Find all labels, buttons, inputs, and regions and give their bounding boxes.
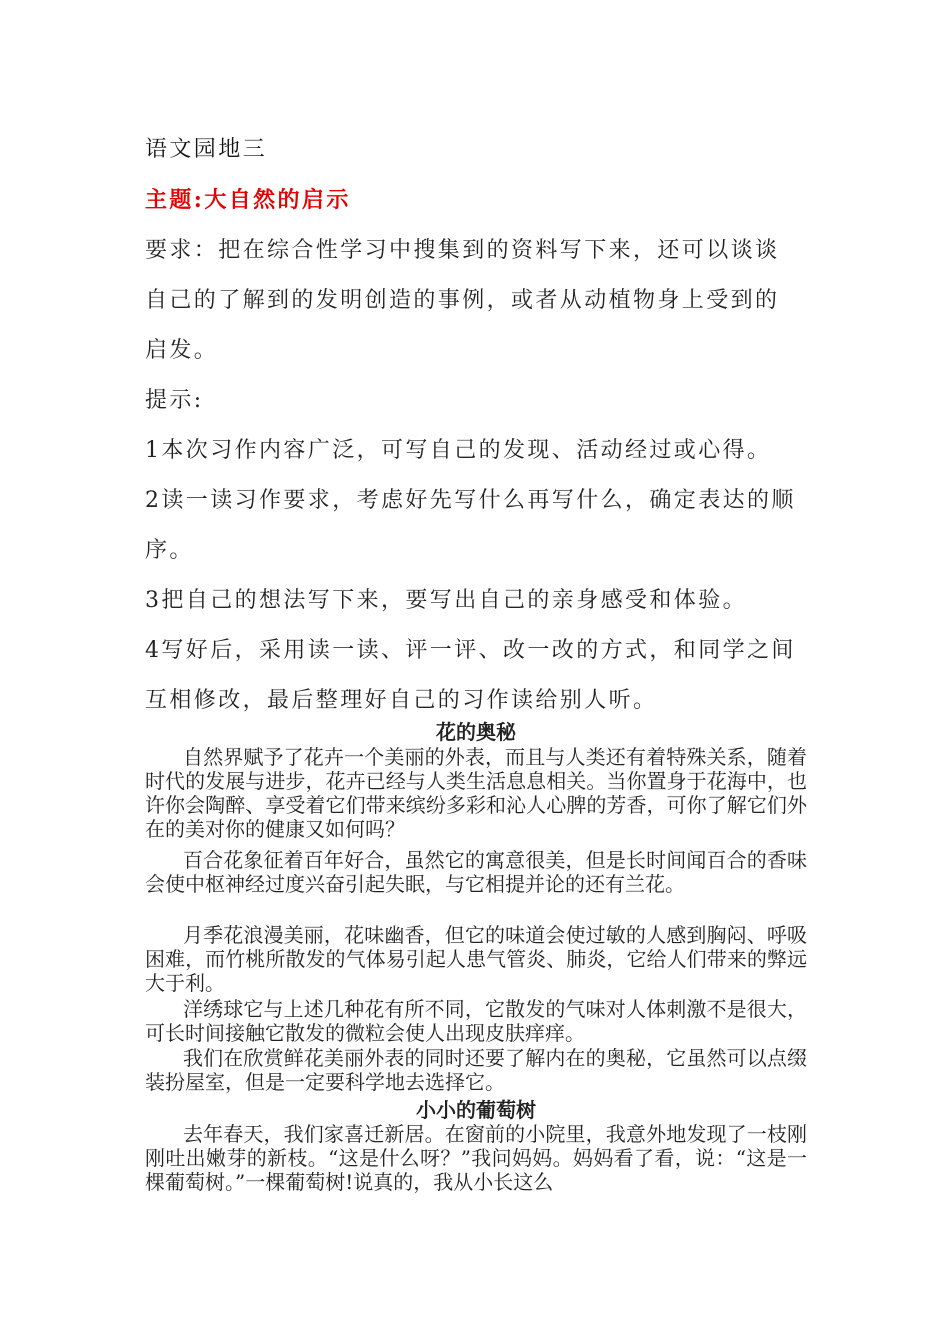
- hint-line: 2读一读习作要求，考虑好先写什么再写什么，确定表达的顺: [145, 488, 796, 513]
- requirement-line: 要求：把在综合性学习中搜集到的资料写下来，还可以谈谈: [145, 238, 780, 263]
- essay-paragraph: 自然界赋予了花卉一个美丽的外表，而且与人类还有着特殊关系，随着时代的发展与进步，花卉已经与人类生活息息相关。当你置身于花海中，也许你会陶醉、享受着它们带来缤纷多彩和沁人心脾的芳香，可你了解它们外在的美对你的健康又如何吗？: [145, 745, 807, 841]
- essay-title-flowers: 花的奥秘: [436, 720, 516, 744]
- essay-title-grape-tree: 小小的葡萄树: [416, 1098, 536, 1122]
- requirement-line: 自己的了解到的发明创造的事例，或者从动植物身上受到的: [145, 288, 780, 313]
- essay-paragraph: 去年春天，我们家喜迁新居。在窗前的小院里，我意外地发现了一枝刚刚吐出嫩芽的新枝。“这是什么呀？”我问妈妈。妈妈看了看，说：“这是一棵葡萄树。”一棵葡萄树!说真的，我从小长这么: [145, 1122, 807, 1194]
- section-title: 语文园地三: [145, 137, 268, 162]
- hint-line: 互相修改，最后整理好自己的习作读给别人听。: [145, 688, 658, 713]
- hint-line: 3把自己的想法写下来，要写出自己的亲身感受和体验。: [145, 588, 747, 613]
- hint-line: 1本次习作内容广泛，可写自己的发现、活动经过或心得。: [145, 438, 772, 463]
- theme-heading: 主题:大自然的启示: [145, 187, 351, 213]
- essay-paragraph: 我们在欣赏鲜花美丽外表的同时还要了解内在的奥秘，它虽然可以点缀装扮屋室，但是一定要科学地去选择它。: [145, 1046, 807, 1094]
- essay-paragraph: 百合花象征着百年好合，虽然它的寓意很美，但是长时间闻百合的香味会使中枢神经过度兴奋引起失眠，与它相提并论的还有兰花。: [145, 848, 807, 896]
- requirement-line: 启发。: [145, 338, 219, 363]
- hint-label: 提示:: [145, 388, 204, 413]
- essay-paragraph: 洋绣球它与上述几种花有所不同，它散发的气味对人体刺激不是很大，可长时间接触它散发的微粒会使人出现皮肤痒痒。: [145, 997, 807, 1045]
- hint-line: 序。: [145, 538, 194, 563]
- hint-line: 4写好后，采用读一读、评一评、改一改的方式，和同学之间: [145, 638, 796, 663]
- essay-paragraph: 月季花浪漫美丽，花味幽香，但它的味道会使过敏的人感到胸闷、呼吸困难，而竹桃所散发的气体易引起人患气管炎、肺炎，它给人们带来的弊远大于利。: [145, 923, 807, 995]
